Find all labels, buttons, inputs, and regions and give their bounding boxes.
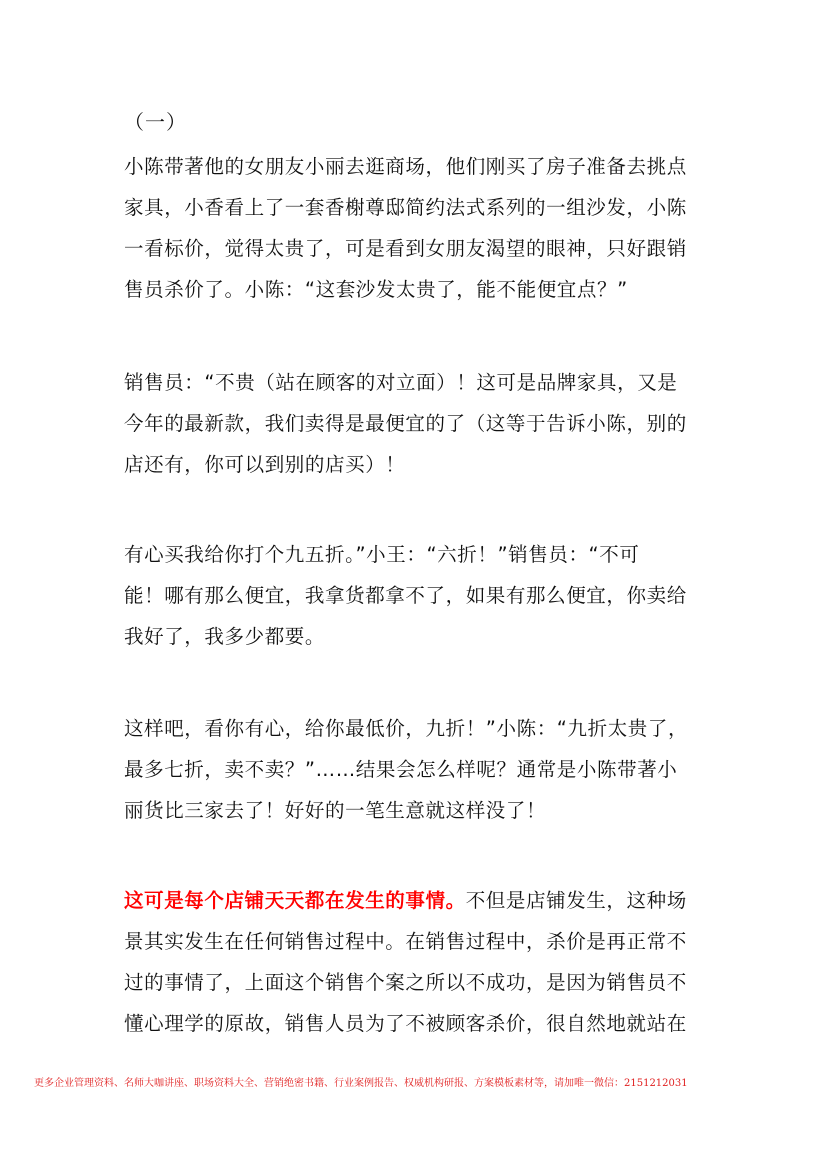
paragraph-1 bbox=[124, 146, 709, 310]
paragraph-2 bbox=[124, 362, 709, 485]
text-line: 这样吧，看你有心，给你最低价，九折！”小陈：“九折太贵了， bbox=[124, 717, 689, 740]
text-line: 我好了，我多少都要。 bbox=[124, 625, 326, 648]
paragraph-5 bbox=[124, 880, 709, 1044]
text-line: 小陈带著他的女朋友小丽去逛商场，他们刚买了房子准备去挑点 bbox=[124, 155, 687, 178]
text-line: 景其实发生在任何销售过程中。在销售过程中，杀价是再正常不 bbox=[124, 930, 687, 953]
text-fragment: 不但是店铺发生，这种场 bbox=[465, 889, 687, 912]
text-line: 过的事情了，上面这个销售个案之所以不成功，是因为销售员不 bbox=[124, 971, 687, 994]
text-line: 家具，小香看上了一套香榭尊邸简约法式系列的一组沙发，小陈 bbox=[124, 196, 687, 219]
text-line: 销售员：“不贵（站在顾客的对立面）！这可是品牌家具，又是 bbox=[124, 371, 678, 394]
text-line: 丽货比三家去了！好好的一笔生意就这样没了！ bbox=[124, 799, 547, 822]
text-line: 最多七折，卖不卖？”……结果会怎么样呢？通常是小陈带著小 bbox=[124, 758, 678, 781]
text-line: 售员杀价了。小陈：“这套沙发太贵了，能不能便宜点？” bbox=[124, 278, 628, 301]
text-line: 懂心理学的原故，销售人员为了不被顾客杀价，很自然地就站在 bbox=[124, 1012, 687, 1035]
paragraph-4 bbox=[124, 708, 709, 831]
text-line: 店还有，你可以到别的店买）！ bbox=[124, 453, 406, 476]
paragraph-3 bbox=[124, 534, 709, 657]
text-line: 今年的最新款，我们卖得是最便宜的了（这等于告诉小陈，别的 bbox=[124, 412, 687, 435]
highlighted-sentence: 这可是每个店铺天天都在发生的事情。 bbox=[124, 889, 466, 912]
text-line: 有心买我给你打个九五折。”小王：“六折！”销售员：“不可 bbox=[124, 543, 640, 566]
text-line bbox=[124, 880, 709, 921]
text-line: 一看标价，觉得太贵了，可是看到女朋友渴望的眼神，只好跟销 bbox=[124, 237, 687, 260]
text-line: 能！哪有那么便宜，我拿货都拿不了，如果有那么便宜，你卖给 bbox=[124, 584, 687, 607]
section-heading: （一） bbox=[124, 110, 187, 134]
footer-promo-text: 更多企业管理资料、名师大咖讲座、职场资料大全、营销绝密书籍、行业案例报告、权威机构研报、方案模板素材等，请加唯一微信：2151212031 bbox=[34, 1078, 688, 1089]
